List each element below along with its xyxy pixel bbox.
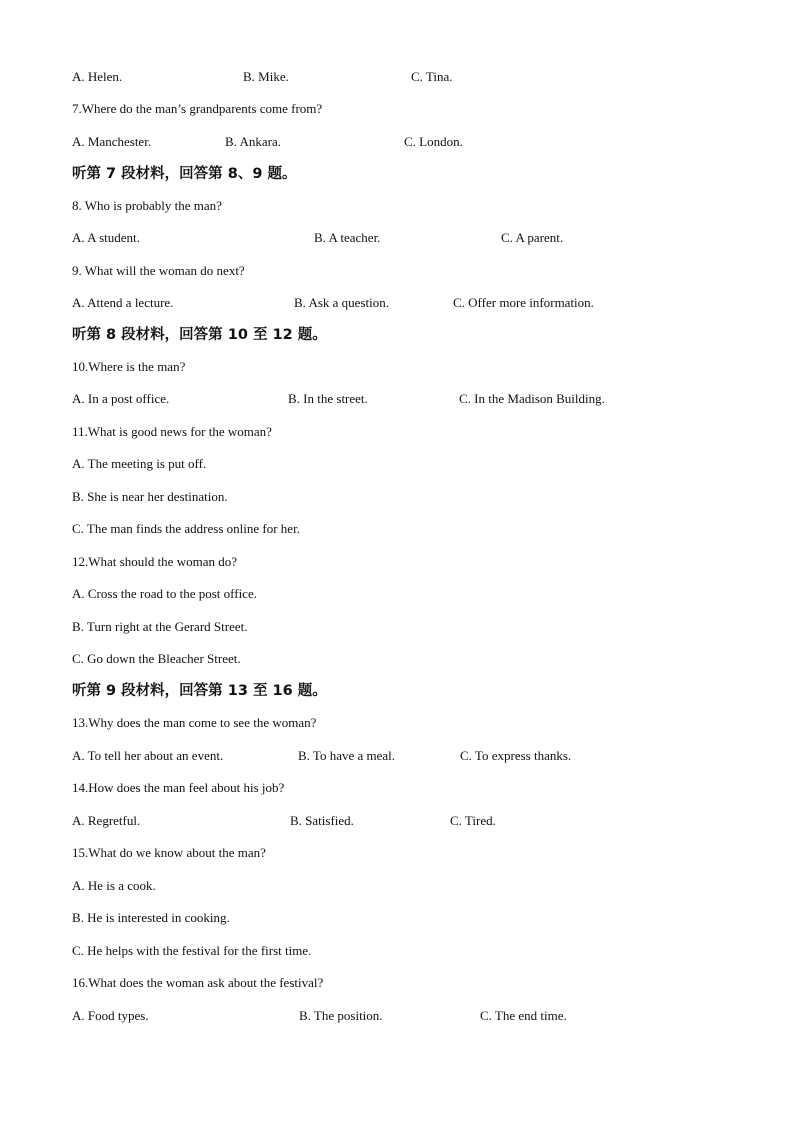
answer-options-row (72, 134, 672, 150)
answer-options-row (72, 391, 672, 407)
answer-option: C. Go down the Bleacher Street. (72, 651, 241, 666)
answer-option: A. Manchester. (72, 134, 152, 149)
answer-option: B. Satisfied. (290, 813, 354, 828)
question-text: 15.What do we know about the man? (72, 845, 266, 860)
answer-options-row (72, 813, 672, 829)
section-heading: 听第 9 段材料，回答第 13 至 16 题。 (72, 683, 327, 699)
answer-option: A. A student. (72, 230, 140, 245)
answer-option: B. Turn right at the Gerard Street. (72, 619, 248, 634)
answer-option: A. Regretful. (72, 813, 141, 828)
answer-option: C. Offer more information. (453, 295, 594, 310)
answer-option: C. To express thanks. (460, 748, 572, 763)
answer-option: B. Ask a question. (294, 295, 389, 310)
question-text: 7.Where do the man’s grandparents come from? (72, 101, 323, 116)
answer-option: C. The end time. (480, 1008, 567, 1023)
answer-option: A. In a post office. (72, 391, 170, 406)
question-text: 16.What does the woman ask about the festival? (72, 975, 324, 990)
question-text: 11.What is good news for the woman? (72, 424, 272, 439)
question-text: 12.What should the woman do? (72, 554, 237, 569)
answer-option: B. A teacher. (314, 230, 381, 245)
answer-option: B. Mike. (243, 69, 289, 84)
question-text: 14.How does the man feel about his job? (72, 780, 285, 795)
answer-option: A. He is a cook. (72, 878, 156, 893)
section-heading: 听第 7 段材料，回答第 8、9 题。 (72, 166, 297, 182)
answer-option: B. Ankara. (225, 134, 281, 149)
answer-option: C. He helps with the festival for the first time. (72, 943, 312, 958)
answer-option: C. Tina. (411, 69, 453, 84)
answer-option: A. Helen. (72, 69, 123, 84)
answer-option: C. The man finds the address online for her. (72, 521, 300, 536)
answer-option: B. He is interested in cooking. (72, 910, 230, 925)
answer-options-row (72, 230, 672, 246)
answer-option: A. To tell her about an event. (72, 748, 224, 763)
section-heading: 听第 8 段材料，回答第 10 至 12 题。 (72, 327, 327, 343)
answer-options-row (72, 748, 672, 764)
answer-option: B. She is near her destination. (72, 489, 228, 504)
answer-option: C. A parent. (501, 230, 564, 245)
answer-option: A. Cross the road to the post office. (72, 586, 257, 601)
answer-option: C. London. (404, 134, 463, 149)
answer-options-row (72, 69, 672, 85)
answer-option: A. Food types. (72, 1008, 149, 1023)
question-text: 10.Where is the man? (72, 359, 186, 374)
answer-option: B. The position. (299, 1008, 383, 1023)
question-text: 9. What will the woman do next? (72, 263, 245, 278)
answer-options-row (72, 295, 672, 311)
answer-option: B. In the street. (288, 391, 368, 406)
answer-option: B. To have a meal. (298, 748, 396, 763)
answer-option: A. The meeting is put off. (72, 456, 207, 471)
answer-option: C. Tired. (450, 813, 496, 828)
answer-option: A. Attend a lecture. (72, 295, 174, 310)
answer-options-row (72, 1008, 672, 1024)
question-text: 13.Why does the man come to see the woman? (72, 715, 317, 730)
question-text: 8. Who is probably the man? (72, 198, 222, 213)
answer-option: C. In the Madison Building. (459, 391, 605, 406)
